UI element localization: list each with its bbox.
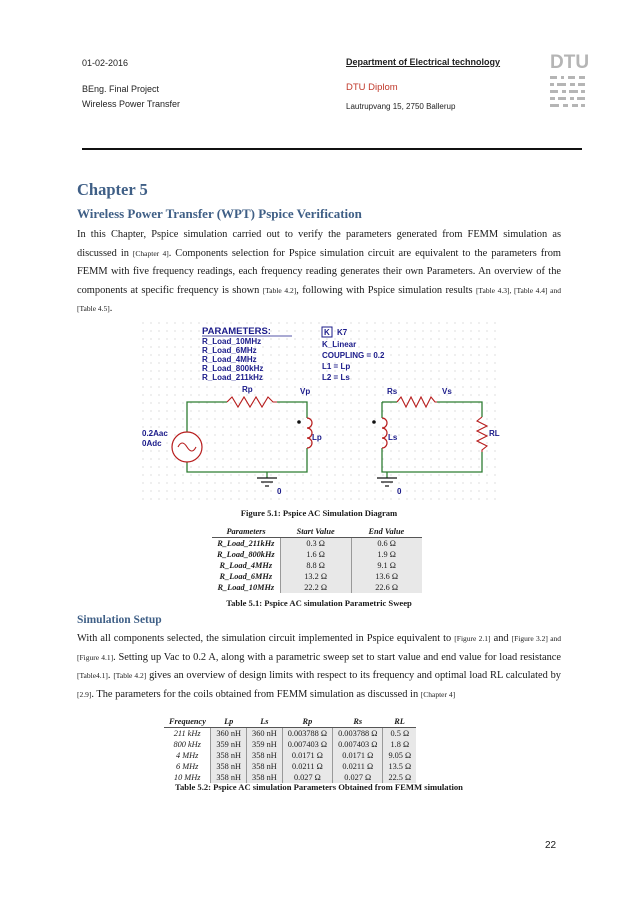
cell: 0.5 Ω <box>383 728 416 740</box>
table-header-row <box>212 526 422 538</box>
dtu-logo <box>548 48 588 118</box>
cell: 0.027 Ω <box>333 772 383 783</box>
cell: 359 nH <box>211 739 247 750</box>
cell: R_Load_6MHz <box>219 572 273 581</box>
cell: 4 MHz <box>176 751 199 760</box>
cell: 8.8 Ω <box>280 560 351 571</box>
cell: 358 nH <box>247 761 283 772</box>
parametric-sweep-table <box>212 526 422 593</box>
table-row <box>164 750 416 761</box>
header-date: 01-02-2016 <box>82 58 129 68</box>
cell: 0.0211 Ω <box>282 761 332 772</box>
cell: 0.007403 Ω <box>282 739 332 750</box>
table-row <box>164 739 416 750</box>
label-source-ac: 0.2Aac <box>142 429 168 438</box>
cell: 360 nH <box>211 728 247 740</box>
table2-caption: Table 5.2: Pspice AC simulation Parameters Obtained from FEMM simulation <box>175 782 463 792</box>
param-800khz: R_Load_800kHz <box>202 364 264 373</box>
cell: 9.05 Ω <box>383 750 416 761</box>
setup-text-5: gives an overview of design limits with respect to its frequency and optimal load RL calculated by <box>146 670 561 681</box>
th-lp: Lp <box>211 716 247 728</box>
label-rs: Rs <box>387 387 398 396</box>
header-address: Lautrupvang 15, 2750 Ballerup <box>346 102 456 111</box>
intro-ref-2: [Table 4.2] <box>262 285 297 295</box>
label-ls: Ls <box>388 433 398 442</box>
cell: 0.007403 Ω <box>333 739 383 750</box>
k-type: K_Linear <box>322 340 357 349</box>
th-frequency: Frequency <box>164 716 211 728</box>
table1-caption: Table 5.1: Pspice AC simulation Parametric Sweep <box>226 598 412 608</box>
cell: 9.1 Ω <box>351 560 422 571</box>
params-title: PARAMETERS: <box>202 326 271 337</box>
cell: 358 nH <box>211 761 247 772</box>
cell: R_Load_800kHz <box>217 550 275 559</box>
k-l2: L2 = Ls <box>322 373 350 382</box>
setup-text-2: and <box>490 633 512 644</box>
chapter-number: Chapter 5 <box>77 180 148 199</box>
section-heading: Simulation Setup <box>77 614 162 626</box>
table-header-row <box>164 716 416 728</box>
header-rule <box>82 148 582 150</box>
label-gnd-1: 0 <box>277 487 282 496</box>
intro-text-3: , following with Pspice simulation results <box>296 284 476 296</box>
label-lp: Lp <box>312 433 322 442</box>
cell: 0.6 Ω <box>351 538 422 550</box>
table-row <box>164 761 416 772</box>
param-6mhz: R_Load_6MHz <box>202 346 257 355</box>
th-parameters: Parameters <box>212 526 280 538</box>
intro-ref-1: [Chapter 4] <box>132 248 169 258</box>
th-rs: Rs <box>333 716 383 728</box>
cell: 358 nH <box>247 772 283 783</box>
cell: 1.8 Ω <box>383 739 416 750</box>
table-row <box>212 582 422 593</box>
k-l1: L1 = Lp <box>322 362 351 371</box>
cell: 22.2 Ω <box>280 582 351 593</box>
cell: 358 nH <box>211 750 247 761</box>
setup-text-6: . The parameters for the coils obtained from FEMM simulation as discussed in <box>91 688 421 700</box>
cell: 360 nH <box>247 728 283 740</box>
label-rp: Rp <box>242 385 253 394</box>
label-source-dc: 0Adc <box>142 439 162 448</box>
param-211khz: R_Load_211kHz <box>202 373 263 382</box>
label-gnd-2: 0 <box>397 487 402 496</box>
setup-ref-5: [2.9] <box>77 689 92 699</box>
cell: 211 kHz <box>173 729 201 738</box>
setup-text-3: . Setting up Vac to 0.2 A, along with a parametric sweep set to start value and end value for load resistance <box>113 651 561 663</box>
cell: 13.2 Ω <box>280 571 351 582</box>
k-name: K7 <box>337 328 348 337</box>
setup-ref-2: [Figure 3.2] and [Figure 4.1] <box>77 634 562 662</box>
cell: 359 nH <box>247 739 283 750</box>
th-ls: Ls <box>247 716 283 728</box>
cell: 1.9 Ω <box>351 549 422 560</box>
k-symbol: K <box>324 328 330 337</box>
th-rp: Rp <box>282 716 332 728</box>
coil-parameters-table <box>164 716 416 783</box>
cell: 0.003788 Ω <box>282 728 332 740</box>
page-number: 22 <box>545 840 557 851</box>
intro-paragraph <box>77 226 561 319</box>
chapter-title: Wireless Power Transfer (WPT) Pspice Verification <box>77 206 362 221</box>
label-rl: RL <box>489 429 500 438</box>
intro-text-2: . Components selection for Pspice simulation circuit are equivalent to the parameters from FEMM with five frequency readings, each frequency reading generates their own Parameters. An overview of the components at specific frequency is shown <box>77 247 561 296</box>
param-10mhz: R_Load_10MHz <box>202 337 262 346</box>
setup-ref-4: [Table 4.2] <box>113 671 147 680</box>
cell: 22.5 Ω <box>383 772 416 783</box>
cell: 0.027 Ω <box>282 772 332 783</box>
intro-text-1: In this Chapter, Pspice simulation carried out to verify the parameters generated from FEMM simulation as discussed in <box>77 229 561 259</box>
setup-ref-6: [Chapter 4] <box>420 689 456 699</box>
figure-caption: Figure 5.1: Pspice AC Simulation Diagram <box>240 508 398 518</box>
th-rl: RL <box>383 716 416 728</box>
pspice-schematic <box>142 322 498 502</box>
cell: 0.0171 Ω <box>282 750 332 761</box>
cell: R_Load_10MHz <box>217 583 275 592</box>
cell: 0.0171 Ω <box>333 750 383 761</box>
label-vp: Vp <box>300 387 311 396</box>
setup-ref-3: [Table4.1] <box>77 671 108 680</box>
cell: 358 nH <box>211 772 247 783</box>
cell: 0.3 Ω <box>280 538 351 550</box>
header-project: BEng. Final Project <box>82 84 160 94</box>
th-end: End Value <box>351 526 422 538</box>
setup-text-4: . <box>107 670 114 681</box>
label-vs: Vs <box>442 387 452 396</box>
cell: R_Load_4MHz <box>219 561 273 570</box>
cell: 13.5 Ω <box>383 761 416 772</box>
table-row <box>212 571 422 582</box>
table-row <box>164 728 416 740</box>
cell: 6 MHz <box>176 762 199 771</box>
logo-text: DTU <box>550 52 590 73</box>
setup-text-1: With all components selected, the simulation circuit implemented in Pspice equivalent to <box>77 633 455 644</box>
cell: 1.6 Ω <box>280 549 351 560</box>
cell: 22.6 Ω <box>351 582 422 593</box>
setup-paragraph <box>77 630 561 704</box>
cell: 358 nH <box>247 750 283 761</box>
header-org: DTU Diplom <box>346 82 398 93</box>
intro-ref-3: [Table 4.3], [Table 4.4] and [Table 4.5] <box>77 285 561 313</box>
cell: R_Load_211kHz <box>217 539 275 548</box>
cell: 0.0211 Ω <box>333 761 383 772</box>
cell: 13.6 Ω <box>351 571 422 582</box>
intro-text-4: . <box>109 303 113 314</box>
table-row <box>212 560 422 571</box>
cell: 0.003788 Ω <box>333 728 383 740</box>
th-start: Start Value <box>280 526 351 538</box>
table-row <box>212 538 422 550</box>
k-coupling: COUPLING = 0.2 <box>322 351 385 360</box>
header-topic: Wireless Power Transfer <box>82 99 181 109</box>
header-department: Department of Electrical technology <box>346 57 501 67</box>
cell: 10 MHz <box>173 773 201 782</box>
setup-ref-1: [Figure 2.1] <box>454 634 491 643</box>
cell: 800 kHz <box>173 740 201 749</box>
param-4mhz: R_Load_4MHz <box>202 355 257 364</box>
table-row <box>212 549 422 560</box>
